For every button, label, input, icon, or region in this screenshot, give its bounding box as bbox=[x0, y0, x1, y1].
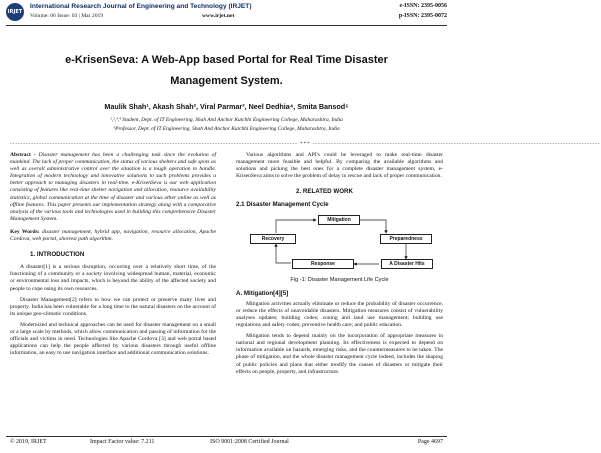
section-related-work-heading: 2. RELATED WORK bbox=[296, 188, 353, 196]
subsection-mitigation-heading: A. Mitigation[4][5] bbox=[236, 289, 289, 297]
abstract-text: Disaster management has been a challenging task since the evolution of mankind. The lack of proper communication, the status of various shelters and safe spots as well as overall administrative control over the situation is a tough operation to handle. Integration of modern technology and innovative solutions to such problems provides a better approach to managing disasters in real-time. e-KrisenSeva is our web application consisting of features like real-time shelter navigation and allocation, resource availability statistics, global communication at the time of disaster and various other online as well as offline features. This paper presents our implementation strategy along with a comparative analysis of the various tools and technologies used in building this comprehensive Disaster Management System. bbox=[10, 152, 216, 222]
journal-website[interactable]: www.irjet.net bbox=[202, 13, 235, 19]
figure-caption: Fig -1: Disaster Management Life Cycle bbox=[290, 276, 389, 283]
footer-impact-factor: Impact Factor value: 7.211 bbox=[90, 439, 155, 445]
paper-title-line2: Management System. bbox=[170, 75, 283, 87]
footer-rule bbox=[6, 436, 447, 437]
right-column bbox=[236, 152, 443, 380]
intro-paragraph-3: Modernized and technical approaches can be used for disaster management on a small or a large scale by methods, which allow communication and passing of information for the officials and victims in need. Technologies like Apache Cordova [3] and web portal based applications can help the people affected by various disasters through useful offline information, an easy to use navigation interface and additional communication solutions. bbox=[10, 321, 216, 357]
cycle-mitigation: Mitigation bbox=[318, 215, 360, 225]
paper-title-line1: e-KrisenSeva: A Web-App based Portal for Real Time Disaster bbox=[65, 54, 388, 66]
cycle-preparedness: Preparedness bbox=[380, 234, 432, 244]
journal-header bbox=[6, 3, 447, 23]
section-introduction-heading: 1. INTRODUCTION bbox=[30, 251, 85, 259]
cycle-response: Response bbox=[292, 259, 354, 269]
header-rule bbox=[6, 25, 447, 26]
mitigation-paragraph-1: Mitigation activities actually eliminate or reduce the probability of disaster occurrence, or reduce the effects of unavoidable disasters. Mitigation measures consist of vulnerability analyses updates; building codes; zoning and land use management; building use regulations and safety codes; preventive health care; and public education. bbox=[236, 300, 443, 329]
volume-issue: Volume: 06 Issue: 03 | Mar 2019 bbox=[30, 13, 104, 19]
left-column bbox=[10, 152, 216, 361]
arrow-recovery-to-mitigation bbox=[276, 220, 316, 233]
footer-page-number: Page 4697 bbox=[417, 439, 443, 445]
author-list: Maulik Shah¹, Akash Shah², Viral Parmar³, Neel Dedhia⁴, Smita Bansod⁵ bbox=[104, 102, 349, 111]
abstract bbox=[10, 152, 216, 223]
arrow-response-to-recovery bbox=[276, 244, 291, 263]
subsection-cycle-heading: 2.1 Disaster Management Cycle bbox=[236, 201, 329, 209]
related-intro-paragraph: Various algorithms and API's could be leveraged to make real-time disaster management more feasible and helpful. By comparing the available algorithms and solutions and picking the best ones for a complete disaster management system, e-KrisenSeva aims to solve the problem of delay in rescue and lack of proper communication. bbox=[236, 152, 443, 180]
cycle-recovery: Recovery bbox=[250, 234, 296, 244]
mitigation-paragraph-2: Mitigation tends to depend mainly on the incorporation of appropriate measures in national and regional development planning. Its effectiveness is expected to depend on information available on hazards, emerging risks, and the countermeasures to be taken. The phase of mitigation, and the whole disaster management cycle indeed, includes the shaping of public policies and plans that either modify the causes of disasters or mitigate their effects on people, property, and infrastructure. bbox=[236, 333, 443, 375]
footer-copyright: © 2019, IRJET bbox=[10, 439, 47, 445]
p-issn: p-ISSN: 2395-0072 bbox=[398, 13, 447, 19]
footer-iso: ISO 9001:2008 Certified Journal bbox=[210, 439, 289, 445]
separator-line: ------------------------------------------------------------------------------------------------------------ *** ------------------------------------------------------------------------------------------------------------ bbox=[10, 142, 601, 147]
abstract-label: Abstract - bbox=[10, 152, 36, 158]
e-issn: e-ISSN: 2395-0056 bbox=[399, 3, 447, 9]
intro-paragraph-2: Disaster Management[2] refers to how we can protect or preserve many lives and property. India has been vulnerable for a long time to the natural disasters on the account of its unique geo-climatic conditions. bbox=[10, 296, 216, 317]
affiliation-students: ¹,²,³,⁴ Student, Dept. of IT Engineering, Shah And Anchor Kutchhi Engineering College, Maharashtra, India bbox=[110, 117, 343, 123]
intro-paragraph-1: A disaster[1] is a serious disruption, occurring over a relatively short time, of the functioning of a community or a society involving widespread human, material, economic or environmental loss and impacts, which is beyond the ability of the affected society and people to cope using its own resources. bbox=[10, 264, 216, 292]
cycle-disaster-hits: A Disaster Hits bbox=[381, 259, 433, 269]
keywords-label: Key Words: bbox=[10, 228, 40, 235]
affiliation-professor: ⁵Professor, Dept. of IT Engineering, Shah And Anchor Kutchhi Engineering College, Maharashtra, India bbox=[113, 126, 340, 132]
arrow-mitigation-to-preparedness bbox=[358, 220, 386, 233]
journal-name: International Research Journal of Engineering and Technology (IRJET) bbox=[30, 3, 252, 10]
journal-logo: IRJET bbox=[6, 3, 24, 21]
keywords-text: disaster management, hybrid app, navigation, resource allocation, Apache Cordova, web portal, shortest path algorithm. bbox=[10, 228, 216, 243]
keywords bbox=[10, 229, 216, 243]
separator-stars: *** bbox=[300, 142, 311, 147]
disaster-cycle-diagram bbox=[236, 213, 443, 275]
